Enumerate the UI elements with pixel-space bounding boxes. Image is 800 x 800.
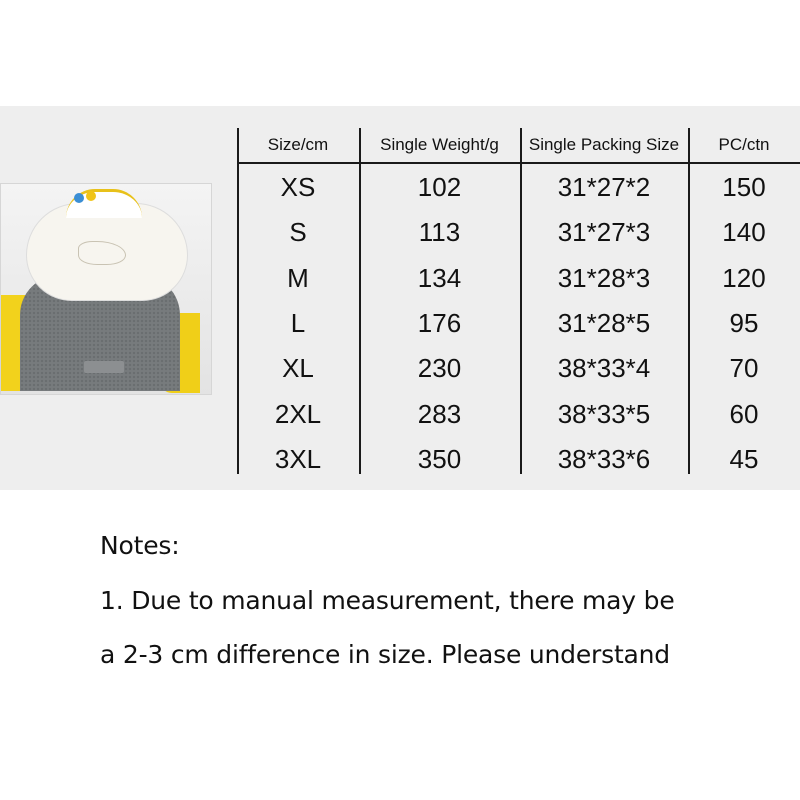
notes-title: Notes:: [100, 531, 180, 560]
table-cell: 3XL: [274, 443, 322, 474]
notes-line-2: a 2-3 cm difference in size. Please understand: [100, 640, 670, 669]
table-cell: 38*33*4: [557, 353, 651, 384]
column-header: Single Packing Size: [528, 135, 680, 154]
table-cell: 150: [722, 172, 766, 202]
table-cell: 38*33*5: [557, 398, 651, 429]
table-cell: 176: [417, 307, 462, 338]
table-cell: 31*28*5: [557, 307, 651, 338]
table-cell: 134: [417, 262, 462, 293]
column-header: Single Weight/g: [380, 135, 499, 154]
table-cell: 120: [722, 262, 766, 293]
table-cell: 70: [729, 353, 759, 384]
table-cell: XS: [280, 172, 316, 202]
table-cell: 31*28*3: [557, 262, 651, 293]
table-cell: 95: [729, 307, 759, 338]
notes-line-1: 1. Due to manual measurement, there may be: [100, 586, 675, 615]
table-cell: 31*27*3: [557, 217, 651, 248]
header-divider: [237, 162, 800, 164]
table-cell: 38*33*6: [557, 443, 651, 474]
table-cell: M: [287, 262, 309, 293]
table-cell: S: [289, 217, 307, 248]
table-cell: 140: [722, 217, 766, 248]
plastic-bag-edge: [0, 183, 212, 395]
column-header: Size/cm: [267, 135, 329, 154]
table-cell: L: [290, 307, 306, 338]
table-cell: 230: [417, 353, 462, 384]
table-cell: 102: [417, 172, 462, 202]
table-cell: XL: [282, 353, 314, 384]
table-cell: 113: [418, 217, 461, 248]
table-cell: 45: [729, 443, 759, 474]
table-cell: 60: [729, 398, 759, 429]
product-photo: [0, 183, 212, 395]
table-cell: 2XL: [274, 398, 322, 429]
table-cell: 350: [417, 443, 462, 474]
table-cell: 31*27*2: [557, 172, 651, 202]
column-header: PC/ctn: [718, 135, 770, 154]
table-cell: 283: [417, 398, 462, 429]
